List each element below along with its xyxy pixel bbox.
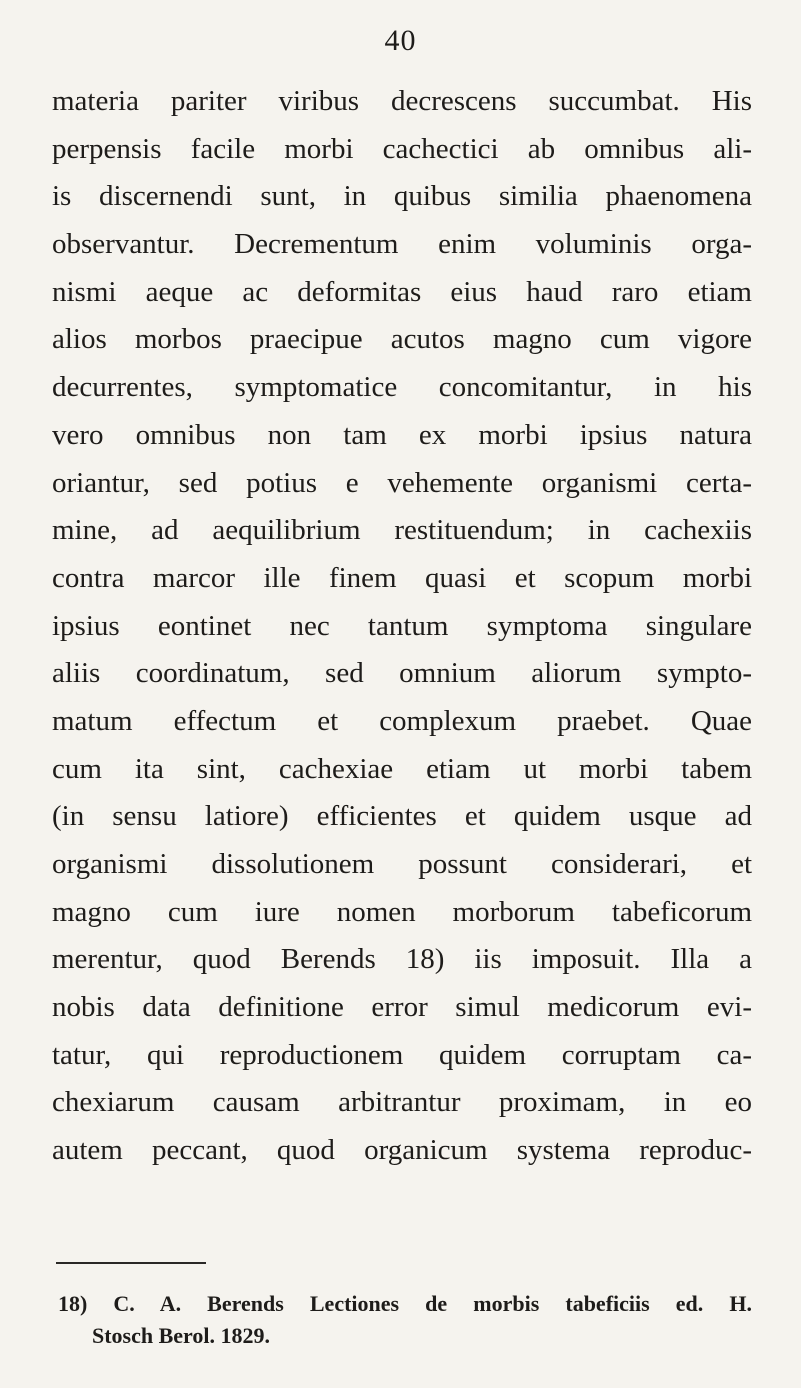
footnote — [58, 1288, 752, 1352]
footnote-divider — [56, 1262, 206, 1264]
text-line: merentur, quod Berends 18) iis imposuit. Illa a — [52, 943, 752, 976]
text-line: aliis coordinatum, sed omnium aliorum sympto- — [52, 657, 752, 690]
text-line: mine, ad aequilibrium restituendum; in cachexiis — [52, 514, 752, 547]
text-line: is discernendi sunt, in quibus similia phaenomena — [52, 180, 752, 213]
text-line: magno cum iure nomen morborum tabeficorum — [52, 895, 752, 928]
text-line: vero omnibus non tam ex morbi ipsius natura — [52, 418, 752, 451]
text-line: ipsius eontinet nec tantum symptoma singulare — [52, 609, 752, 642]
page-number: 40 — [384, 24, 417, 57]
footnote-line: 18) C. A. Berends Lectiones de morbis tabeficiis ed. H. — [58, 1291, 752, 1316]
text-line: materia pariter viribus decrescens succumbat. His — [52, 85, 752, 117]
text-line: matum effectum et complexum praebet. Quae — [52, 704, 752, 737]
text-line: decurrentes, symptomatice concomitantur, in his — [52, 371, 752, 404]
text-line: tatur, qui reproductionem quidem corruptam ca- — [52, 1038, 752, 1071]
text-line: observantur. Decrementum enim voluminis orga- — [52, 228, 752, 261]
footnote-line: Stosch Berol. 1829. — [92, 1323, 271, 1348]
text-line: oriantur, sed potius e vehemente organismi certa- — [52, 466, 752, 499]
text-line: contra marcor ille finem quasi et scopum morbi — [52, 561, 752, 594]
text-line: nismi aeque ac deformitas eius haud raro etiam — [52, 275, 752, 308]
text-line: perpensis facile morbi cachectici ab omnibus ali- — [52, 132, 752, 165]
text-line: alios morbos praecipue acutos magno cum vigore — [52, 323, 752, 356]
text-line: nobis data definitione error simul medicorum evi- — [52, 991, 752, 1024]
text-line: autem peccant, quod organicum systema reproduc- — [52, 1134, 752, 1167]
text-line: organismi dissolutionem possunt considerari, et — [52, 848, 752, 880]
text-line: cum ita sint, cachexiae etiam ut morbi tabem — [52, 752, 752, 785]
text-line: (in sensu latiore) efficientes et quidem usque ad — [52, 800, 752, 833]
body-text — [52, 78, 752, 1175]
text-line: chexiarum causam arbitrantur proximam, in eo — [52, 1086, 752, 1119]
